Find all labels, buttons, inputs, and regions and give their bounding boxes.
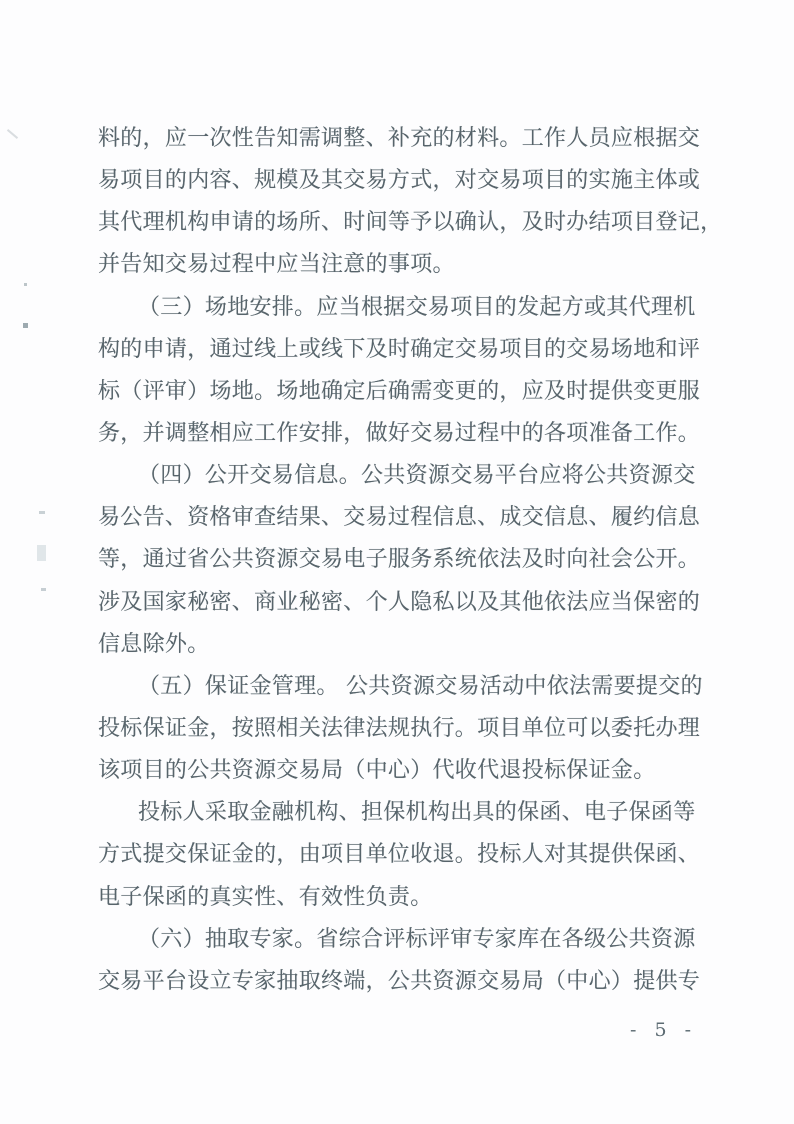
text-line: 料的，应一次性告知需调整、补充的材料。工作人员应根据交 [98, 126, 701, 151]
text-line: 构的申请，通过线上或线下及时确定交易项目的交易场地和评 [98, 336, 701, 362]
text-line-paragraph-start: （六）抽取专家。省综合评标评审专家库在各级公共资源 [138, 926, 696, 952]
page-number: - 5 - [630, 1019, 698, 1041]
scan-speck [41, 588, 46, 591]
text-line: 涉及国家秘密、商业秘密、个人隐私以及其他依法应当保密的 [98, 589, 701, 615]
text-line: 方式提交保证金的，由项目单位收退。投标人对其提供保函、 [98, 842, 701, 868]
text-line: 并告知交易过程中应当注意的事项。 [98, 252, 455, 278]
text-line: 易项目的内容、规模及其交易方式，对交易项目的实施主体或 [98, 168, 701, 194]
scan-speck [39, 511, 45, 514]
text-line: 交易平台设立专家抽取终端，公共资源交易局（中心）提供专 [98, 968, 701, 994]
text-line-paragraph-start: （五）保证金管理。 公共资源交易活动中依法需要提交的 [138, 673, 703, 699]
text-line-paragraph-start: 投标人采取金融机构、担保机构出具的保函、电子保函等 [138, 800, 696, 826]
text-line-paragraph-start: （四）公开交易信息。公共资源交易平台应将公共资源交 [138, 463, 696, 489]
text-line: 务，并调整相应工作安排，做好交易过程中的各项准备工作。 [98, 420, 701, 446]
text-line: 其代理机构申请的场所、时间等予以确认，及时办结项目登记， [98, 210, 723, 236]
scan-speck [24, 283, 27, 286]
text-line: 易公告、资格审查结果、交易过程信息、成交信息、履约信息 [98, 505, 701, 531]
document-text-block [98, 118, 738, 1003]
text-line: 等，通过省公共资源交易电子服务系统依法及时向社会公开。 [98, 547, 701, 573]
text-line: 投标保证金，按照相关法律法规执行。项目单位可以委托办理 [98, 715, 701, 741]
scan-speck [37, 545, 46, 561]
scan-speck [7, 129, 18, 139]
text-line: 标（评审）场地。场地确定后确需变更的，应及时提供变更服 [98, 378, 701, 404]
text-line: 信息除外。 [98, 631, 210, 657]
scan-speck [23, 323, 28, 328]
text-line: 该项目的公共资源交易局（中心）代收代退投标保证金。 [98, 758, 656, 784]
text-line-paragraph-start: （三）场地安排。应当根据交易项目的发起方或其代理机 [138, 294, 696, 320]
text-line: 电子保函的真实性、有效性负责。 [98, 884, 433, 910]
